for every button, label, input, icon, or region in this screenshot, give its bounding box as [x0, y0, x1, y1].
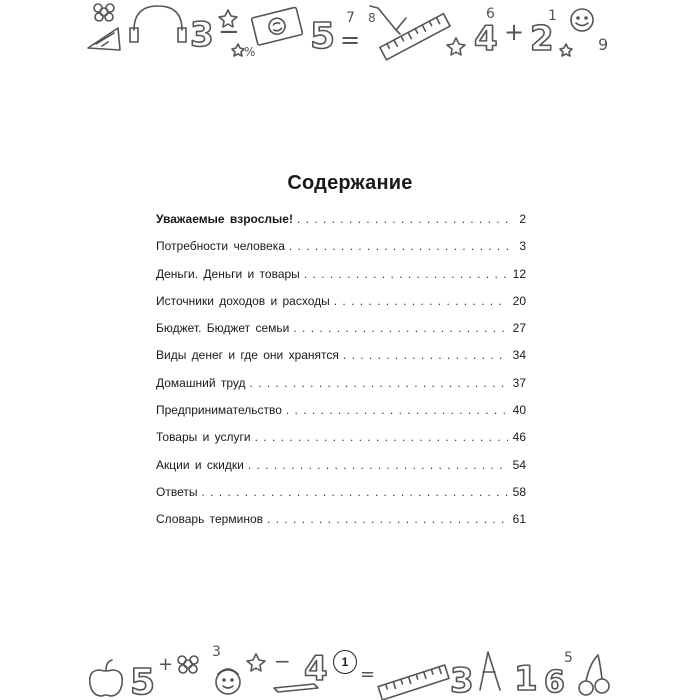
set-square-icon	[88, 28, 120, 50]
star-icon	[447, 38, 465, 55]
toc-entry-title: Словарь терминов	[156, 512, 263, 527]
toc-leader-dots	[297, 212, 508, 226]
toc-entry-page: 61	[512, 512, 526, 527]
decor-digit: 3	[212, 644, 221, 660]
toc-leader-dots	[304, 267, 508, 281]
toc-entry-title: Ответы	[156, 484, 198, 499]
toc-entry-title: Товары и услуги	[156, 430, 251, 445]
banknote-icon	[251, 7, 302, 45]
toc-entry-page: 27	[512, 321, 526, 336]
toc-entry-page: 34	[512, 348, 526, 363]
toc-entry-page: 12	[512, 266, 526, 281]
toc-entry[interactable]	[156, 430, 526, 457]
toc-entry-page: 58	[512, 484, 526, 499]
toc-entry[interactable]	[156, 294, 526, 321]
decor-digit: 8	[368, 11, 376, 25]
decor-digit: 3	[190, 15, 214, 55]
child-face-icon	[216, 669, 240, 694]
toc-entry-title: Предпринимательство	[156, 403, 282, 418]
decor-digit: 9	[598, 35, 609, 54]
decor-digit: 5	[564, 650, 573, 666]
toc-entry-title: Домашний труд	[156, 375, 246, 390]
toc-entry[interactable]	[156, 458, 526, 485]
cherry-icon	[579, 655, 609, 695]
decor-digit: 3	[450, 661, 474, 700]
toc-entry-title: Акции и скидки	[156, 457, 244, 472]
toc-entry[interactable]	[156, 348, 526, 375]
toc-leader-dots	[343, 348, 508, 362]
toc-leader-dots	[293, 321, 508, 335]
toc-entry-title: Потребности человека	[156, 239, 285, 254]
smiley-icon	[571, 9, 593, 31]
decor-digit: 4	[474, 19, 498, 59]
toc-entry-title: Уважаемые взрослые!	[156, 212, 293, 226]
ruler-icon	[378, 665, 449, 700]
star-icon	[560, 44, 572, 56]
toc-leader-dots	[255, 430, 508, 444]
decor-digit: +	[504, 18, 525, 46]
toc-entry[interactable]	[156, 212, 526, 239]
decor-digit: 5	[130, 662, 156, 700]
decor-digit: 4	[304, 649, 328, 689]
decor-digit: 1	[548, 8, 557, 24]
decor-digit: +	[158, 654, 174, 675]
decor-digit: %	[244, 45, 256, 59]
headphones-icon	[130, 6, 186, 42]
page-title: Содержание	[287, 172, 413, 194]
toc-leader-dots	[267, 512, 508, 526]
decor-digit: 2	[530, 19, 554, 59]
decor-digit: =	[340, 26, 361, 54]
decor-digit: −	[274, 649, 291, 673]
decor-digit: 5	[310, 16, 336, 57]
decor-digit: 1	[514, 659, 538, 699]
toc-leader-dots	[289, 239, 508, 253]
toc-entry-page: 37	[512, 375, 526, 390]
toc-leader-dots	[334, 294, 508, 308]
toc-entry-page: 3	[519, 239, 526, 254]
flower-icon	[94, 4, 114, 21]
star-icon	[247, 654, 265, 671]
decor-digit: −	[218, 17, 240, 47]
toc-leader-dots	[201, 485, 508, 499]
compass-icon	[480, 652, 500, 690]
decor-digit: 6	[486, 6, 495, 22]
decor-digit: 6	[544, 665, 565, 700]
table-of-contents	[156, 212, 526, 540]
toc-entry-title: Виды денег и где они хранятся	[156, 348, 339, 363]
decor-digit: 7	[346, 10, 355, 26]
toc-entry[interactable]	[156, 321, 526, 348]
toc-entry[interactable]	[156, 239, 526, 266]
toc-entry[interactable]	[156, 376, 526, 403]
toc-entry[interactable]	[156, 485, 526, 512]
toc-entry-page: 2	[519, 212, 526, 226]
flower-icon	[178, 656, 198, 673]
toc-entry[interactable]	[156, 267, 526, 294]
ruler-icon	[380, 14, 450, 60]
toc-leader-dots	[248, 458, 508, 472]
toc-entry-title: Деньги. Деньги и товары	[156, 266, 300, 281]
decor-digit: =	[360, 664, 376, 685]
toc-entry-title: Источники доходов и расходы	[156, 293, 330, 308]
apple-icon	[90, 660, 123, 696]
toc-entry-page: 54	[512, 457, 526, 472]
toc-entry-page: 20	[512, 293, 526, 308]
toc-entry-page: 46	[512, 430, 526, 445]
toc-entry[interactable]	[156, 403, 526, 430]
top-doodle-border	[78, 0, 618, 62]
page-number	[333, 650, 357, 674]
toc-leader-dots	[250, 376, 509, 390]
toc-leader-dots	[286, 403, 508, 417]
page-number-label: 1	[341, 655, 349, 669]
toc-entry[interactable]	[156, 512, 526, 539]
toc-entry-title: Бюджет. Бюджет семьи	[156, 321, 290, 336]
toc-entry-page: 40	[512, 403, 526, 418]
